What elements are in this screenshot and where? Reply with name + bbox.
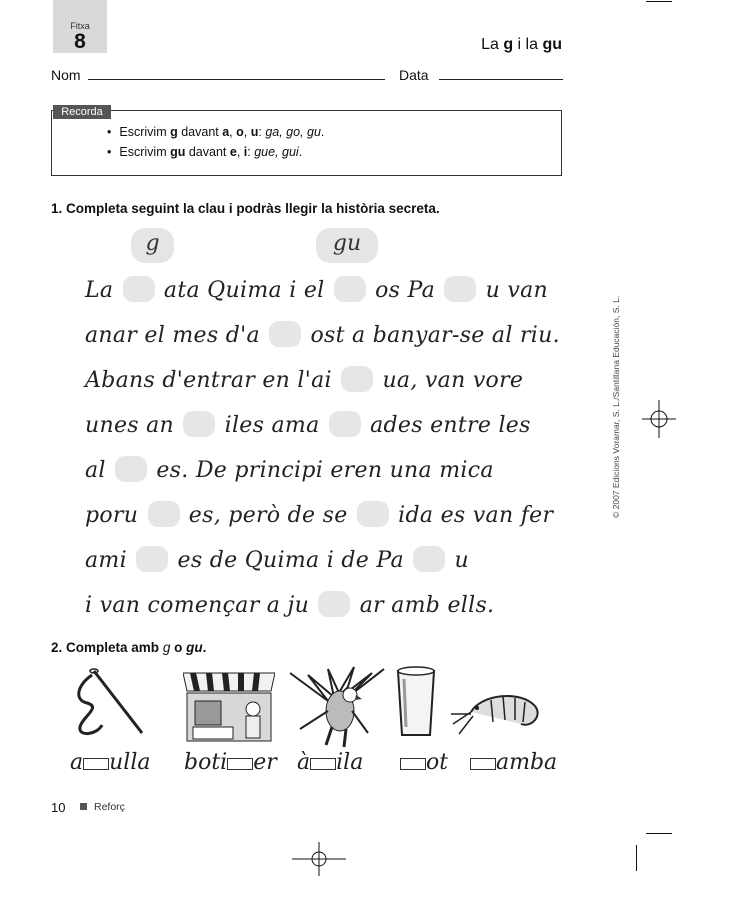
word-gamba: amba xyxy=(470,750,557,775)
blank-blob[interactable] xyxy=(318,591,350,617)
exercise-1-title: 1. Completa seguint la clau i podràs llegir la història secreta. xyxy=(51,201,440,216)
blank-blob[interactable] xyxy=(413,546,445,572)
registration-mark-bottom xyxy=(292,842,346,876)
crop-mark xyxy=(646,833,672,834)
shop-icon xyxy=(183,665,275,745)
fitxa-number: 8 xyxy=(74,30,86,53)
story-line-3: Abans d'entrar en l'ai ua, van vore xyxy=(85,368,524,393)
blank-blob[interactable] xyxy=(269,321,301,347)
word-aguila: à ila xyxy=(297,750,364,775)
blank-blob[interactable] xyxy=(115,456,147,482)
registration-mark-right xyxy=(642,400,676,438)
exercise-2-title: 2. Completa amb g o gu. xyxy=(51,640,207,655)
blank-blob[interactable] xyxy=(136,546,168,572)
page-number: 10 xyxy=(51,800,66,815)
letter-blank[interactable] xyxy=(83,758,109,770)
page-title: La g i la gu xyxy=(481,36,562,53)
date-label: Data xyxy=(399,67,429,83)
fitxa-badge xyxy=(53,0,107,53)
blank-blob[interactable] xyxy=(357,501,389,527)
word-botiguer: boti er xyxy=(184,750,277,775)
blank-blob[interactable] xyxy=(148,501,180,527)
blank-blob[interactable] xyxy=(341,366,373,392)
blank-blob[interactable] xyxy=(123,276,155,302)
story-line-6: poru es, però de se ida es van fer xyxy=(85,503,554,528)
shrimp-icon xyxy=(451,680,551,740)
crop-mark xyxy=(636,845,637,871)
recorda-tag: Recorda xyxy=(53,105,111,119)
story-line-5: al es. De principi eren una mica xyxy=(85,458,494,483)
blank-blob[interactable] xyxy=(329,411,361,437)
eagle-icon xyxy=(288,665,386,749)
story-line-4: unes an iles ama ades entre les xyxy=(85,413,531,438)
blank-blob[interactable] xyxy=(444,276,476,302)
story-line-7: ami es de Quima i de Pa u xyxy=(85,548,469,573)
word-agulla: a ulla xyxy=(70,750,151,775)
name-field[interactable] xyxy=(88,79,385,80)
key-gu-blob: gu xyxy=(316,228,378,263)
recorda-box xyxy=(51,110,562,176)
letter-blank[interactable] xyxy=(470,758,496,770)
story-line-2: anar el mes d'a ost a banyar-se al riu. xyxy=(85,323,560,348)
name-label: Nom xyxy=(51,67,81,83)
letter-blank[interactable] xyxy=(227,758,253,770)
letter-blank[interactable] xyxy=(310,758,336,770)
story-line-8: i van començar a ju ar amb ells. xyxy=(85,593,495,618)
key-g-blob: g xyxy=(131,228,174,263)
word-got: ot xyxy=(400,750,448,775)
story-line-1: La ata Quima i el os Pa u van xyxy=(85,278,548,303)
rule-g: • Escrivim g davant a, o, u: ga, go, gu. xyxy=(107,125,325,139)
footer-square-icon xyxy=(80,803,87,810)
letter-blank[interactable] xyxy=(400,758,426,770)
section-label: Reforç xyxy=(94,801,125,813)
rule-gu: • Escrivim gu davant e, i: gue, gui. xyxy=(107,145,303,159)
copyright-note: © 2007 Edicions Voramar, S. L./Santillana Educación, S. L. xyxy=(611,295,621,518)
blank-blob[interactable] xyxy=(334,276,366,302)
date-field[interactable] xyxy=(439,79,563,80)
blank-blob[interactable] xyxy=(183,411,215,437)
needle-icon xyxy=(72,665,152,743)
glass-icon xyxy=(394,665,438,739)
fitxa-label: Fitxa xyxy=(70,21,90,31)
crop-mark xyxy=(646,1,672,2)
